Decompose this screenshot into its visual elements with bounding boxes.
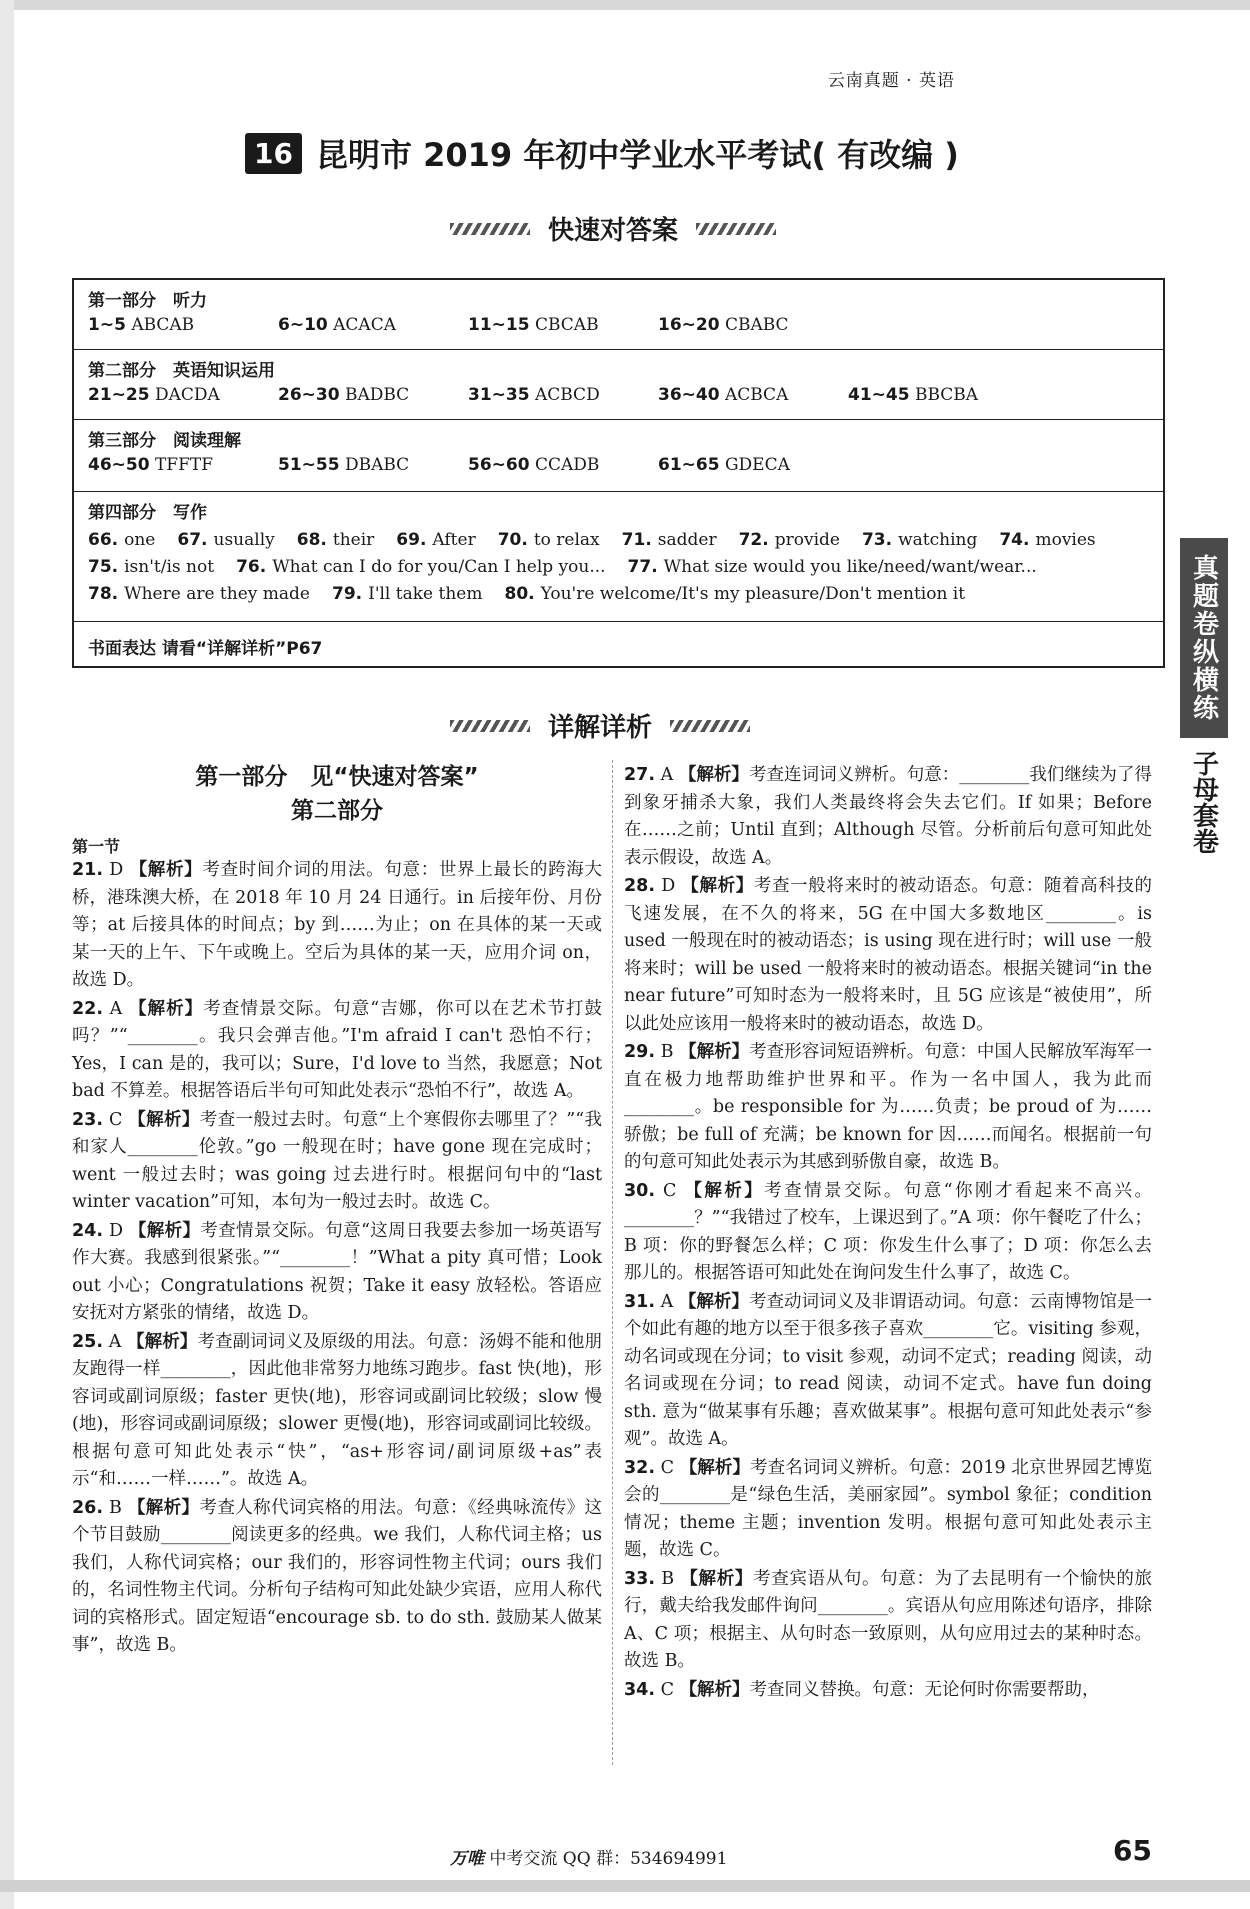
explanation-item: [624, 1566, 1152, 1676]
question-number: 21.: [72, 860, 104, 880]
writing-line-1: [88, 527, 1149, 554]
right-column: [624, 762, 1152, 1705]
writing-answer: one: [124, 530, 156, 550]
answer-table: [72, 278, 1165, 668]
jiexi-label: 【解析】: [681, 876, 754, 896]
explanation-text: 考查情景交际。句意“这周日我要去参加一场英语写作大赛。我感到很紧张。”“________！”What a pity 真可惜；Look out 小心；Congratulations 祝贺；Take it easy 放轻松。答语应安抚对方紧张的情绪，故选 D。: [72, 1220, 602, 1323]
part4-row: [74, 492, 1163, 622]
writing-answer: provide: [774, 530, 840, 550]
writing-answer: to relax: [533, 530, 600, 550]
answer-value: ABCAB: [131, 315, 195, 335]
detail-heading: [450, 707, 750, 744]
answer-item: [88, 385, 278, 405]
stripe-decoration: [450, 223, 530, 235]
explanation-item: [624, 1178, 1152, 1288]
answer-range: 26~30: [278, 385, 340, 405]
bottom-border: [0, 1880, 1250, 1892]
jiexi-label: 【解析】: [678, 1291, 749, 1312]
answer-item: [88, 315, 278, 335]
answer-letter: A: [660, 765, 674, 785]
answer-value: DACDA: [154, 385, 220, 405]
writing-answer: Where are they made: [124, 584, 310, 604]
writing-number: 69.: [396, 530, 427, 550]
answer-range: 46~50: [88, 455, 150, 475]
jiexi-label: 【解析】: [127, 1331, 198, 1352]
explanation-item: [72, 1329, 602, 1494]
explanation-item: [72, 857, 602, 995]
question-number: 29.: [624, 1042, 656, 1062]
answer-value: TFFTF: [154, 455, 214, 475]
jiexi-label: 【解析】: [128, 1109, 200, 1130]
writing-answer: After: [432, 530, 476, 550]
writing-number: 75.: [88, 557, 119, 577]
writing-number: 72.: [738, 530, 769, 550]
explanation-text: 考查情景交际。句意“你刚才看起来不高兴。________？”“我错过了校车，上课迟到了。”A 项：你午餐吃了什么；B 项：你的野餐怎么样；C 项：你发生什么事了；D 项：你怎么去那儿的。根据答语可知此处在询问发生什么事了，故选 C。: [624, 1180, 1152, 1283]
writing-answer: What size would you like/need/want/wear...: [663, 557, 1037, 577]
answer-range: 56~60: [468, 455, 530, 475]
writing-answer: sadder: [657, 530, 717, 550]
answer-value: ACBCA: [724, 385, 789, 405]
explanation-text: 考查形容词短语辨析。句意：中国人民解放军海军一直在极力地帮助维护世界和平。作为一名中国人，我为此而________。be responsible for 为……负责；be proud of 为……骄傲；be full of 充满；be known for 因……而闻名。根据前一句的句意可知此处表示为其感到骄傲自豪，故选 B。: [624, 1042, 1153, 1172]
explanation-item: [72, 1218, 602, 1328]
jiexi-label: 【解析】: [128, 1220, 201, 1241]
column-divider: [612, 760, 613, 1765]
jiexi-label: 【解析】: [679, 1679, 750, 1700]
part2-answers: [88, 385, 1149, 405]
top-border: [0, 0, 1250, 10]
question-number: 34.: [624, 1679, 656, 1700]
answer-item: [468, 455, 658, 475]
jiexi-label: 【解析】: [678, 765, 749, 785]
writing-number: 79.: [331, 584, 363, 604]
page-title: [245, 128, 959, 178]
part3-answers: [88, 455, 1149, 475]
answer-item: [468, 385, 658, 405]
answer-item: [658, 455, 848, 475]
writing-number: 67.: [177, 530, 208, 550]
writing-number: 77.: [627, 557, 658, 577]
question-number: 26.: [72, 1497, 104, 1518]
part1-row: [74, 280, 1163, 350]
right-explanations: [624, 762, 1152, 1704]
side-tab-subset: 子母套卷: [1188, 750, 1219, 854]
answer-value: CBCAB: [534, 315, 599, 335]
writing-answer: What can I do for you/Can I help you...: [272, 557, 606, 577]
answer-letter: A: [108, 1331, 122, 1352]
question-number: 32.: [624, 1457, 656, 1478]
explanation-item: [624, 1455, 1152, 1565]
writing-number: 80.: [504, 584, 535, 604]
writing-line-2: [88, 554, 1149, 581]
writing-answer: isn't/is not: [124, 557, 215, 577]
answer-range: 41~45: [848, 385, 910, 405]
jiexi-label: 【解析】: [127, 1497, 200, 1518]
question-number: 23.: [72, 1109, 104, 1130]
jiexi-label: 【解析】: [684, 1180, 765, 1201]
writing-number: 71.: [621, 530, 652, 550]
writing-answer: their: [332, 530, 375, 550]
side-tab-series: 真题卷纵横练: [1180, 538, 1228, 738]
header-tag: 云南真题 · 英语: [827, 71, 955, 91]
part1-title: 第一部分 听力: [88, 291, 207, 311]
answer-value: DBABC: [344, 455, 410, 475]
answer-item: [658, 385, 848, 405]
explanation-item: [624, 762, 1152, 872]
answer-range: 51~55: [278, 455, 340, 475]
explanation-text: 考查情景交际。句意“吉娜，你可以在艺术节打鼓吗？”“________。我只会弹吉他。”I'm afraid I can't 恐怕不行；Yes，I can 是的，我可以；Sure，I'd love to 当然，我愿意；Not bad 不算差。根据答语后半句可知此处表示“恐怕不行”，故选 A。: [72, 998, 602, 1101]
stripe-decoration: [670, 720, 750, 732]
answer-letter: A: [109, 998, 123, 1019]
question-number: 22.: [72, 998, 104, 1019]
answer-letter: B: [108, 1497, 122, 1518]
explanation-item: [624, 873, 1152, 1038]
explanation-text: 考查宾语从句。句意：为了去昆明有一个愉快的旅行，戴夫给我发邮件询问________。宾语从句应用陈述句语序，排除 A、C 项；根据主、从句时态一致原则，从句应用过去的某种时态。故选 B。: [624, 1568, 1152, 1671]
answer-range: 16~20: [658, 315, 720, 335]
jiexi-label: 【解析】: [129, 860, 203, 880]
jiexi-label: 【解析】: [128, 998, 204, 1019]
answer-letter: C: [660, 1457, 675, 1478]
explanation-text: 考查一般将来时的被动语态。句意：随着高科技的飞速发展，在不久的将来，5G 在中国大多数地区________。is used 一般现在时的被动语态；is using 现在进行时；will use 一般将来时；will be used 一般将来时的被动语态。根据关键词“in the near future”可知时态为一般将来时，且 5G 应该是“被使用”，所以此处应该用一般将来时的被动语态，故选 D。: [624, 876, 1152, 1034]
answer-value: BADBC: [344, 385, 410, 405]
question-number: 31.: [624, 1291, 656, 1312]
paper-title: 昆明市 2019 年初中学业水平考试( 有改编 ): [315, 136, 959, 174]
answer-item: [848, 385, 1038, 405]
detail-title: 详解详析: [548, 713, 653, 743]
explanation-text: 考查副词词义及原级的用法。句意：汤姆不能和他朋友跑得一样________，因此他非常努力地练习跑步。fast 快(地)，形容词或副词原级；faster 更快(地)，形容词或副词比较级；slow 慢(地)，形容词或副词原级；slower 更慢(地)，形容词或副词比较级。根据句意可知此处表示“快”，“as+形容词/副词原级+as”表示“和……一样……”。故选 A。: [72, 1331, 603, 1489]
explanation-text: 考查动词词义及非谓语动词。句意：云南博物馆是一个如此有趣的地方以至于很多孩子喜欢________它。visiting 参观，动名词或现在分词；to visit 参观，动词不定式；reading 阅读，动名词或现在分词；to read 阅读，动词不定式。have fun doing sth. 意为“做某事有乐趣；喜欢做某事”。根据句意可知此处表示“参观”。故选 A。: [624, 1291, 1152, 1449]
answer-value: CBABC: [724, 315, 789, 335]
answer-value: ACBCD: [534, 385, 600, 405]
answer-value: GDECA: [724, 455, 790, 475]
explanation-item: [72, 1107, 602, 1217]
answer-range: 1~5: [88, 315, 126, 335]
explanation-text: 考查时间介词的用法。句意：世界上最长的跨海大桥，港珠澳大桥，在 2018 年 10 月 24 日通行。in 后接年份、月份等；at 后接具体的时间点；by 到……为止；on 在具体的某一天或某一天的上午、下午或晚上。空后为具体的某一天，应用介词 on，故选 D。: [72, 860, 602, 990]
answer-letter: B: [661, 1568, 675, 1589]
answer-item: [658, 315, 848, 335]
writing-answer: You're welcome/It's my pleasure/Don't mention it: [540, 584, 966, 604]
left-explanations: [72, 857, 602, 1660]
page-number: 65: [1113, 1834, 1152, 1867]
explanation-text: 考查同义替换。句意：无论何时你需要帮助，: [749, 1679, 1100, 1700]
jiexi-label: 【解析】: [680, 1568, 754, 1589]
answer-letter: D: [109, 860, 124, 880]
answer-range: 61~65: [658, 455, 720, 475]
question-number: 28.: [624, 876, 656, 896]
writing-note-row: [74, 622, 1163, 669]
writing-number: 73.: [861, 530, 893, 550]
writing-number: 76.: [236, 557, 267, 577]
answer-value: ACACA: [333, 315, 396, 335]
explanation-item: [72, 1495, 602, 1660]
writing-answer: watching: [898, 530, 978, 550]
question-number: 33.: [624, 1568, 656, 1589]
writing-answer: I'll take them: [368, 584, 483, 604]
answer-letter: B: [660, 1042, 674, 1062]
answer-letter: A: [660, 1291, 674, 1312]
writing-answer: movies: [1035, 530, 1096, 550]
writing-number: 66.: [88, 530, 119, 550]
paper-number-badge: 16: [245, 133, 302, 174]
answer-range: 11~15: [468, 315, 530, 335]
part3-row: [74, 420, 1163, 492]
answer-value: CCADB: [534, 455, 600, 475]
answer-range: 31~35: [468, 385, 530, 405]
answer-letter: D: [661, 876, 676, 896]
question-number: 27.: [624, 765, 656, 785]
answer-letter: C: [108, 1109, 123, 1130]
left-column: [72, 760, 602, 1661]
brand-logo: 万唯: [450, 1849, 484, 1869]
answer-letter: D: [108, 1220, 123, 1241]
answer-letter: C: [660, 1679, 674, 1700]
question-number: 24.: [72, 1220, 104, 1241]
jiexi-label: 【解析】: [679, 1042, 750, 1062]
writing-number: 78.: [88, 584, 119, 604]
answer-letter: C: [663, 1180, 677, 1201]
stripe-decoration: [450, 720, 530, 732]
writing-note: 书面表达 请看“详解详析”P67: [88, 639, 323, 659]
answer-item: [278, 385, 468, 405]
part-one-note: 第一部分 见“快速对答案”: [195, 764, 479, 790]
part4-title: 第四部分 写作: [88, 503, 207, 523]
writing-number: 74.: [999, 530, 1030, 550]
answer-item: [88, 455, 278, 475]
explanation-text: 考查名词词义辨析。句意：2019 北京世界园艺博览会的________是“绿色生活，美丽家园”。symbol 象征；condition 情况；theme 主题；invention 发明。根据句意可知此处表示主题，故选 C。: [624, 1457, 1152, 1560]
left-border: [0, 0, 14, 1909]
writing-line-3: [88, 581, 1149, 608]
answer-range: 21~25: [88, 385, 150, 405]
question-number: 30.: [624, 1180, 656, 1201]
writing-answer: usually: [213, 530, 275, 550]
part2-title: 第二部分 英语知识运用: [88, 361, 275, 381]
quick-answer-title: 快速对答案: [548, 216, 679, 246]
writing-number: 68.: [296, 530, 327, 550]
explanation-text: 考查一般过去时。句意“上个寒假你去哪里了？”“我和家人________伦敦。”go 一般现在时；have gone 现在完成时；went 一般过去时；was going 过去进行时。根据问句中的“last winter vacation”可知，本句为一般过去时。故选 C。: [72, 1109, 603, 1212]
part-two-title: 第二部分: [291, 798, 383, 824]
explanation-item: [72, 996, 602, 1106]
jiexi-label: 【解析】: [679, 1457, 751, 1478]
explanation-text: 考查连词词义辨析。句意：________我们继续为了得到象牙捕杀大象，我们人类最终将会失去它们。If 如果；Before 在……之前；Until 直到；Although 尽管。分析前后句意可知此处表示假设，故选 A。: [624, 765, 1152, 868]
explanation-item: [624, 1677, 1152, 1705]
answer-item: [278, 315, 468, 335]
explanation-text: 考查人称代词宾格的用法。句意：《经典咏流传》这个节目鼓励________阅读更多的经典。we 我们，人称代词主格；us 我们，人称代词宾格；our 我们的，形容词性物主代词；ours 我们的，名词性物主代词。分析句子结构可知此处缺少宾语，应用人称代词的宾格形式。固定短语“encourage sb. to do sth. 鼓励某人做某事”，故选 B。: [72, 1497, 602, 1655]
answer-range: 6~10: [278, 315, 328, 335]
qq-group: 中考交流 QQ 群：534694991: [489, 1849, 728, 1869]
explanation-item: [624, 1289, 1152, 1454]
answer-value: BBCBA: [914, 385, 979, 405]
footer-info: [450, 1844, 727, 1869]
writing-number: 70.: [497, 530, 528, 550]
section-one-title: 第一节: [72, 837, 121, 856]
stripe-decoration: [696, 223, 776, 235]
part1-answers: [88, 315, 1149, 335]
question-number: 25.: [72, 1331, 104, 1352]
quick-answer-heading: [450, 210, 776, 247]
part3-title: 第三部分 阅读理解: [88, 431, 241, 451]
part2-row: [74, 350, 1163, 420]
answer-item: [278, 455, 468, 475]
answer-range: 36~40: [658, 385, 720, 405]
explanation-item: [624, 1039, 1152, 1177]
answer-item: [468, 315, 658, 335]
